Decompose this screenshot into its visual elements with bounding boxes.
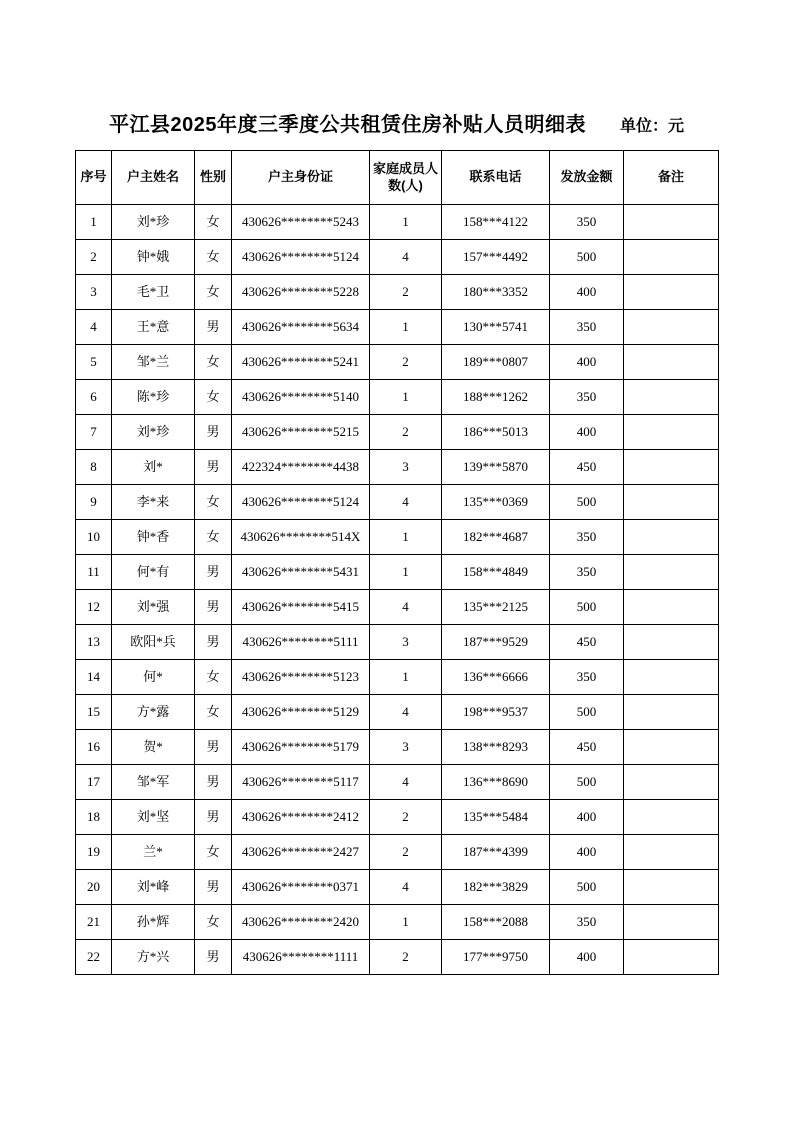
cell-id: 430626********2412 [232,800,370,835]
column-header-id: 户主身份证 [232,151,370,205]
cell-amount: 450 [550,625,624,660]
column-header-seq: 序号 [76,151,112,205]
cell-phone: 158***4122 [442,205,550,240]
cell-remark [624,695,719,730]
cell-gender: 男 [195,800,232,835]
cell-family: 1 [370,205,442,240]
cell-seq: 13 [76,625,112,660]
cell-amount: 350 [550,310,624,345]
table-row [76,905,719,940]
cell-amount: 400 [550,415,624,450]
cell-gender: 男 [195,415,232,450]
cell-id: 430626********514X [232,520,370,555]
column-header-name: 户主姓名 [112,151,195,205]
column-header-phone: 联系电话 [442,151,550,205]
cell-name: 陈*珍 [112,380,195,415]
cell-name: 刘*坚 [112,800,195,835]
cell-phone: 136***8690 [442,765,550,800]
cell-gender: 女 [195,695,232,730]
cell-amount: 450 [550,450,624,485]
cell-family: 4 [370,765,442,800]
cell-remark [624,415,719,450]
cell-name: 刘*峰 [112,870,195,905]
table-row [76,485,719,520]
cell-phone: 180***3352 [442,275,550,310]
cell-amount: 350 [550,555,624,590]
cell-gender: 女 [195,485,232,520]
cell-seq: 2 [76,240,112,275]
cell-family: 2 [370,275,442,310]
column-header-amount: 发放金额 [550,151,624,205]
table-row [76,730,719,765]
table-row [76,380,719,415]
cell-name: 钟*娥 [112,240,195,275]
cell-phone: 130***5741 [442,310,550,345]
table-row [76,625,719,660]
cell-phone: 198***9537 [442,695,550,730]
cell-amount: 450 [550,730,624,765]
cell-amount: 350 [550,905,624,940]
table-row [76,310,719,345]
cell-id: 422324********4438 [232,450,370,485]
cell-remark [624,520,719,555]
cell-name: 欧阳*兵 [112,625,195,660]
cell-remark [624,940,719,975]
table-row [76,590,719,625]
cell-gender: 男 [195,625,232,660]
page-title: 平江县2025年度三季度公共租赁住房补贴人员明细表 [108,114,586,136]
cell-family: 4 [370,590,442,625]
cell-gender: 男 [195,940,232,975]
cell-id: 430626********5215 [232,415,370,450]
cell-id: 430626********5179 [232,730,370,765]
cell-name: 孙*辉 [112,905,195,940]
cell-amount: 500 [550,870,624,905]
unit-label: 单位：元 [619,118,684,135]
column-header-gender: 性别 [195,151,232,205]
cell-name: 毛*卫 [112,275,195,310]
cell-name: 刘*珍 [112,415,195,450]
cell-id: 430626********5123 [232,660,370,695]
cell-amount: 500 [550,695,624,730]
cell-remark [624,765,719,800]
cell-amount: 500 [550,485,624,520]
cell-gender: 男 [195,310,232,345]
cell-seq: 15 [76,695,112,730]
cell-amount: 400 [550,835,624,870]
cell-phone: 182***4687 [442,520,550,555]
cell-amount: 500 [550,240,624,275]
cell-amount: 400 [550,940,624,975]
cell-remark [624,345,719,380]
cell-id: 430626********5415 [232,590,370,625]
cell-seq: 12 [76,590,112,625]
cell-amount: 350 [550,520,624,555]
cell-seq: 20 [76,870,112,905]
cell-family: 4 [370,695,442,730]
table-row [76,835,719,870]
cell-seq: 7 [76,415,112,450]
cell-gender: 女 [195,205,232,240]
cell-amount: 400 [550,800,624,835]
cell-family: 1 [370,310,442,345]
cell-name: 方*兴 [112,940,195,975]
cell-name: 何* [112,660,195,695]
cell-seq: 5 [76,345,112,380]
cell-gender: 男 [195,730,232,765]
cell-family: 3 [370,625,442,660]
cell-id: 430626********1111 [232,940,370,975]
table-row [76,240,719,275]
cell-family: 2 [370,940,442,975]
title-row [75,108,718,137]
cell-amount: 400 [550,275,624,310]
cell-phone: 157***4492 [442,240,550,275]
cell-amount: 400 [550,345,624,380]
cell-seq: 6 [76,380,112,415]
cell-remark [624,485,719,520]
table-row [76,660,719,695]
table-row [76,765,719,800]
cell-gender: 女 [195,240,232,275]
table-row [76,450,719,485]
cell-id: 430626********2427 [232,835,370,870]
cell-id: 430626********5228 [232,275,370,310]
cell-phone: 188***1262 [442,380,550,415]
cell-name: 何*有 [112,555,195,590]
cell-name: 钟*香 [112,520,195,555]
cell-seq: 21 [76,905,112,940]
cell-seq: 22 [76,940,112,975]
cell-id: 430626********5111 [232,625,370,660]
cell-remark [624,590,719,625]
cell-seq: 19 [76,835,112,870]
cell-name: 方*露 [112,695,195,730]
cell-phone: 187***4399 [442,835,550,870]
cell-gender: 男 [195,555,232,590]
table-row [76,415,719,450]
cell-phone: 135***2125 [442,590,550,625]
cell-family: 2 [370,835,442,870]
cell-seq: 10 [76,520,112,555]
cell-remark [624,380,719,415]
cell-seq: 4 [76,310,112,345]
cell-family: 3 [370,450,442,485]
table-row [76,695,719,730]
cell-phone: 186***5013 [442,415,550,450]
cell-name: 王*意 [112,310,195,345]
cell-family: 2 [370,415,442,450]
table-row [76,940,719,975]
cell-remark [624,835,719,870]
cell-gender: 女 [195,905,232,940]
column-header-remark: 备注 [624,151,719,205]
cell-family: 2 [370,345,442,380]
cell-id: 430626********5117 [232,765,370,800]
cell-family: 1 [370,380,442,415]
column-header-family: 家庭成员人数(人) [370,151,442,205]
cell-id: 430626********5634 [232,310,370,345]
cell-name: 刘*珍 [112,205,195,240]
table-row [76,275,719,310]
cell-seq: 11 [76,555,112,590]
cell-phone: 135***5484 [442,800,550,835]
table-row [76,555,719,590]
cell-remark [624,660,719,695]
cell-amount: 350 [550,380,624,415]
cell-remark [624,905,719,940]
cell-remark [624,275,719,310]
cell-family: 1 [370,660,442,695]
cell-phone: 138***8293 [442,730,550,765]
cell-name: 邹*军 [112,765,195,800]
cell-id: 430626********5243 [232,205,370,240]
table-row [76,520,719,555]
cell-family: 1 [370,905,442,940]
cell-gender: 男 [195,870,232,905]
cell-family: 1 [370,520,442,555]
cell-gender: 女 [195,520,232,555]
cell-name: 李*来 [112,485,195,520]
cell-remark [624,450,719,485]
cell-gender: 女 [195,275,232,310]
cell-name: 贺* [112,730,195,765]
cell-id: 430626********5140 [232,380,370,415]
cell-family: 3 [370,730,442,765]
cell-gender: 男 [195,590,232,625]
cell-seq: 17 [76,765,112,800]
cell-remark [624,555,719,590]
cell-seq: 9 [76,485,112,520]
cell-name: 刘* [112,450,195,485]
cell-gender: 女 [195,835,232,870]
cell-id: 430626********5124 [232,240,370,275]
cell-id: 430626********5241 [232,345,370,380]
table-body [76,205,719,975]
cell-remark [624,310,719,345]
cell-name: 刘*强 [112,590,195,625]
cell-gender: 男 [195,450,232,485]
cell-remark [624,870,719,905]
table-row [76,870,719,905]
table-row [76,205,719,240]
cell-phone: 136***6666 [442,660,550,695]
cell-phone: 177***9750 [442,940,550,975]
cell-seq: 1 [76,205,112,240]
cell-seq: 8 [76,450,112,485]
cell-phone: 189***0807 [442,345,550,380]
cell-phone: 139***5870 [442,450,550,485]
cell-phone: 187***9529 [442,625,550,660]
cell-id: 430626********5431 [232,555,370,590]
cell-phone: 135***0369 [442,485,550,520]
cell-gender: 女 [195,660,232,695]
cell-family: 4 [370,485,442,520]
cell-seq: 18 [76,800,112,835]
cell-family: 4 [370,240,442,275]
cell-remark [624,240,719,275]
cell-name: 邹*兰 [112,345,195,380]
cell-name: 兰* [112,835,195,870]
cell-remark [624,800,719,835]
cell-amount: 350 [550,660,624,695]
cell-phone: 182***3829 [442,870,550,905]
table-row [76,345,719,380]
cell-family: 4 [370,870,442,905]
cell-remark [624,730,719,765]
cell-id: 430626********5124 [232,485,370,520]
cell-id: 430626********2420 [232,905,370,940]
cell-id: 430626********0371 [232,870,370,905]
cell-id: 430626********5129 [232,695,370,730]
cell-gender: 女 [195,345,232,380]
table-header-row [76,151,719,205]
subsidy-table [75,150,719,975]
cell-amount: 500 [550,765,624,800]
cell-amount: 350 [550,205,624,240]
cell-seq: 3 [76,275,112,310]
cell-phone: 158***4849 [442,555,550,590]
table-row [76,800,719,835]
cell-gender: 男 [195,765,232,800]
cell-amount: 500 [550,590,624,625]
cell-seq: 16 [76,730,112,765]
cell-remark [624,205,719,240]
cell-family: 1 [370,555,442,590]
cell-family: 2 [370,800,442,835]
cell-seq: 14 [76,660,112,695]
cell-gender: 女 [195,380,232,415]
cell-phone: 158***2088 [442,905,550,940]
cell-remark [624,625,719,660]
